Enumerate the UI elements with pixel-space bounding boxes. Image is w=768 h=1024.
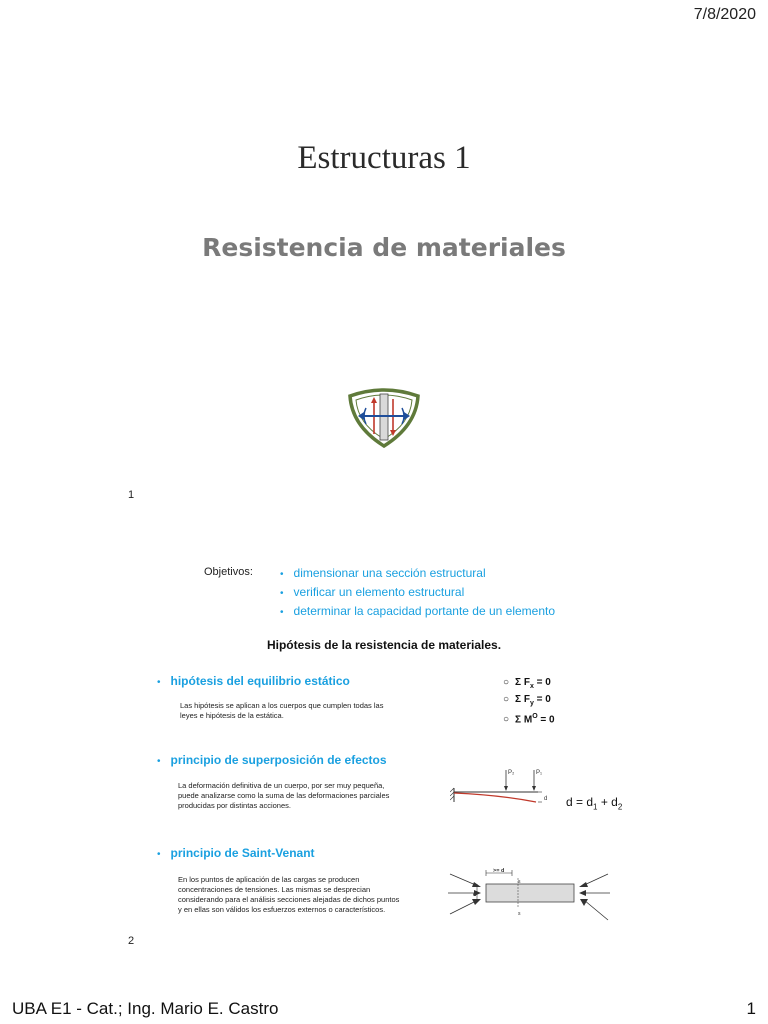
hypotheses-title: Hipótesis de la resistencia de materiales.	[266, 638, 502, 652]
section-text	[178, 781, 389, 811]
section-heading-text: hipótesis del equilibrio estático	[170, 674, 350, 688]
superposition-equation: $d = d_1 + d_2$	[566, 795, 623, 812]
text-line: La deformación definitiva de un cuerpo, por ser muy pequeña,	[178, 781, 385, 790]
objective-item: • verificar un elemento estructural	[280, 583, 555, 602]
text-line: puede analizarse como la suma de las deformaciones parciales	[178, 791, 390, 800]
equation-m: ○ Σ $M^O = 0$	[503, 713, 555, 726]
equation-fy: ○ Σ $F_y = 0$	[503, 694, 551, 707]
dimension-label: >= d	[493, 868, 505, 874]
text-line: considerando para el análisis secciones alejadas de dichos puntos	[178, 895, 400, 904]
section-heading	[157, 846, 315, 860]
section-heading	[157, 753, 387, 767]
slide-number: 2	[128, 935, 135, 947]
text-line: leyes e hipótesis de la estática.	[180, 711, 284, 720]
footer-author: UBA E1 - Cat.; Ing. Mario E. Castro	[12, 999, 279, 1018]
section-top-label: s	[518, 879, 521, 885]
section-text	[180, 701, 383, 721]
slide-title: Estructuras 1	[297, 140, 471, 176]
bullet-icon: •	[157, 849, 161, 860]
equation-fx: ○ Σ $F_x = 0$	[503, 677, 551, 690]
equilibrium-equations	[503, 676, 555, 726]
text-line: Las hipótesis se aplican a los cuerpos que cumplen todas las	[180, 701, 384, 710]
section-text	[178, 875, 399, 915]
deflection-label: d	[544, 796, 548, 802]
section-heading-text: principio de Saint-Venant	[170, 846, 315, 860]
text-line: y en ellas son válidos los esfuerzos externos o característicos.	[178, 905, 386, 914]
bullet-icon: •	[157, 677, 161, 688]
text-line: En los puntos de aplicación de las cargas se producen	[178, 875, 360, 884]
superposition-beam-diagram	[450, 764, 560, 810]
load-p2-label: P₂	[508, 770, 515, 776]
footer-page-number: 1	[746, 999, 756, 1018]
section-heading	[157, 674, 350, 688]
objectives-label: Objetivos:	[204, 566, 253, 578]
text-line: producidas por distintas acciones.	[178, 801, 291, 810]
shield-logo-icon	[346, 386, 422, 448]
slide-subtitle: Resistencia de materiales	[202, 233, 566, 262]
saint-venant-diagram	[446, 864, 612, 926]
section-bottom-label: s	[518, 911, 521, 917]
text-line: concentraciones de tensiones. Las mismas se desprecian	[178, 885, 371, 894]
load-p1-label: P₁	[536, 770, 543, 776]
objective-item: • dimensionar una sección estructural	[280, 564, 555, 583]
objective-item: • determinar la capacidad portante de un elemento	[280, 602, 555, 621]
header-date: 7/8/2020	[693, 6, 756, 23]
objectives-list	[280, 564, 555, 621]
slide-number: 1	[128, 489, 135, 501]
bullet-icon: •	[157, 756, 161, 767]
section-heading-text: principio de superposición de efectos	[170, 753, 387, 767]
